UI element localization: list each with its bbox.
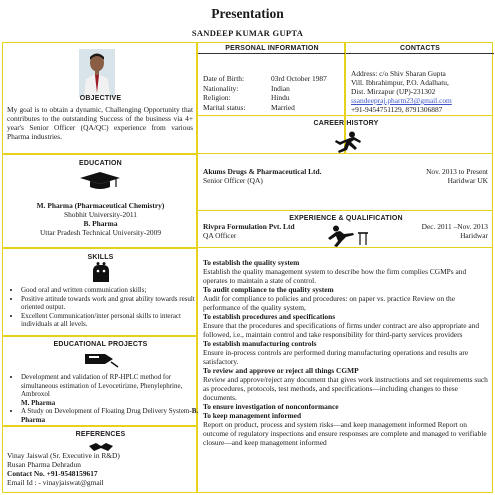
- reference-company: Rusan Pharma Dehradun: [7, 460, 81, 469]
- career-history-heading: CAREER HISTORY: [313, 120, 379, 127]
- address-line: Dist. Mirzapur (UP)-231302: [351, 87, 436, 96]
- religion-value: Hindu: [271, 93, 290, 102]
- hand-puppet-icon: [89, 262, 113, 287]
- marital-value: Married: [271, 102, 295, 112]
- experience-heading: EXPERIENCE & QUALIFICATION: [289, 215, 403, 222]
- exp-heading-4: To establish manufacturing controls: [203, 339, 317, 348]
- references-details: [7, 451, 195, 487]
- objective-section: [2, 42, 197, 154]
- contacts-heading: CONTACTS: [400, 45, 440, 52]
- dob-label: Date of Birth:: [203, 74, 245, 83]
- projects-section: [2, 336, 197, 426]
- project-1-text: Development and validation of RP-HPLC method for simultaneous estimation of Levocetirizne, Phenylephrine, Ambroxol: [21, 373, 183, 399]
- address-line: Address: c/o Shiv Sharan Gupta: [351, 69, 446, 78]
- graduation-cap-icon: [78, 172, 122, 195]
- page-title: Presentation: [211, 6, 284, 21]
- exp-heading-5: To review and approve or reject all things CGMP: [203, 366, 359, 375]
- dob-value: 03rd October 1987: [271, 74, 327, 83]
- exp-body-1: Establish the quality management system to describe how the firm complies CGMPs and operates to maintain a state of control.: [203, 267, 467, 285]
- job-1: [203, 167, 488, 185]
- job-1-dates: Nov. 2013 to Present: [426, 167, 488, 176]
- skills-section: [2, 248, 197, 336]
- contact-email-link[interactable]: ssandeepraj.pharm23@gmail.com: [351, 96, 452, 105]
- university-mpharma: Shobhit University-2011: [63, 210, 137, 219]
- job-1-company: Akums Drugs & Pharmaceutical Ltd.: [203, 167, 322, 176]
- job-2-dates: Dec. 2011 –Nov. 2013: [421, 222, 488, 231]
- exp-heading-1: To establish the quality system: [203, 258, 300, 267]
- exp-body-4: Ensure in-process controls are performed during manufacturing operations and results are satisfactory.: [203, 348, 469, 366]
- contacts-lines: [351, 69, 491, 114]
- references-section: [2, 426, 197, 493]
- list-item: [21, 407, 205, 424]
- job-2-company: Rivpra Formulation Pvt. Ltd: [203, 222, 295, 231]
- job-2-location: Haridwar: [460, 231, 488, 240]
- exp-heading-6: To ensure investigation of nonconformance: [203, 402, 339, 411]
- exp-heading-2: To audit compliance to the quality system: [203, 285, 334, 294]
- personal-info-list: [203, 74, 343, 112]
- reference-name: Vinay Jaiswal (Sr. Executive in R&D): [7, 451, 120, 460]
- experience-list: [203, 258, 490, 447]
- exp-heading-7: To keep management informed: [203, 411, 302, 420]
- hurdle-jumper-icon: [324, 225, 370, 252]
- reference-email: Email Id : - vinayjaiswat@gmail: [7, 478, 104, 487]
- exp-body-5: Review and approve/reject any document that gives work instructions and set requirements such as procedures, protocols, test methods, and specifications—including changes to these documents.: [203, 375, 488, 402]
- exp-body-7: Report on product, process and system risks—and keep management informed Report on outcome of regulatory inspections and ensure responses are complete and managed to verifiable closure—and keep management informed: [203, 420, 487, 447]
- skills-heading: SKILLS: [87, 254, 114, 261]
- list-item: • Good oral and written communication skills;: [21, 286, 205, 295]
- job-2-role: QA Officer: [203, 231, 237, 240]
- project-2-text: A Study on Development of Floating Drug Delivery System-: [21, 407, 192, 416]
- list-item: • Excellent Communication/inter personal skills to interact individuals at all levels.: [21, 312, 205, 329]
- exp-heading-3: To establish procedures and specifications: [203, 312, 336, 321]
- contact-phone: +91-9454751129, 8791306887: [351, 105, 443, 114]
- list-item: • Positive attitude towards work and great ability towards result oriented output.: [21, 295, 205, 312]
- projects-list: [7, 373, 205, 425]
- address-line: Vill. Ibhrahimpur, P.O. Adalhatu,: [351, 78, 449, 87]
- experience-section: [197, 210, 493, 493]
- degree-mpharma: M. Pharma (Pharmaceutical Chemistry): [36, 201, 165, 210]
- skills-list: [7, 286, 205, 329]
- profile-photo: [79, 49, 115, 97]
- religion-label: Religion:: [203, 93, 231, 102]
- job-1-location: Haridwar UK: [447, 176, 488, 185]
- degree-bpharma: B. Pharma: [83, 219, 118, 228]
- person-name: SANDEEP KUMAR GUPTA: [191, 28, 304, 38]
- university-bpharma: Uttar Pradesh Technical University-2009: [39, 228, 162, 237]
- job-1-role: Senior Officer (QA): [203, 176, 263, 185]
- education-heading: EDUCATION: [79, 160, 122, 167]
- project-1-tag: M. Pharma: [21, 398, 56, 407]
- projects-heading: EDUCATIONAL PROJECTS: [53, 341, 148, 348]
- writing-hand-icon: [83, 350, 119, 373]
- running-person-icon: [330, 131, 364, 158]
- personal-information-heading: PERSONAL INFORMATION: [225, 45, 319, 52]
- objective-heading: OBJECTIVE: [79, 95, 122, 102]
- objective-text: My goal is to obtain a dynamic, Challenging Opportunity that contributes to the outstanding Success of the business via 4+ year's Senior Officer (QA/QC) experience from various Pharma industries.: [7, 105, 193, 141]
- list-item: [21, 373, 205, 407]
- nationality-label: Nationality:: [203, 83, 239, 93]
- reference-contact: Contact No. +91-9548159617: [7, 469, 98, 478]
- marital-label: Marital status:: [203, 102, 246, 112]
- nationality-value: Indian: [271, 83, 290, 93]
- project-2-tag: B. Pharma: [21, 407, 199, 424]
- exp-body-2: Audit for compliance to policies and procedures: on paper vs. practice Review on the performance of the quality system,: [203, 294, 456, 312]
- education-section: [2, 154, 197, 248]
- education-details: [3, 201, 198, 237]
- references-heading: REFERENCES: [75, 431, 126, 438]
- exp-body-3: Ensure that the procedures and specifications of firms under contract are also appropriate and followed, i.e., maintain control and take responsibility for third-party services providers: [203, 321, 480, 339]
